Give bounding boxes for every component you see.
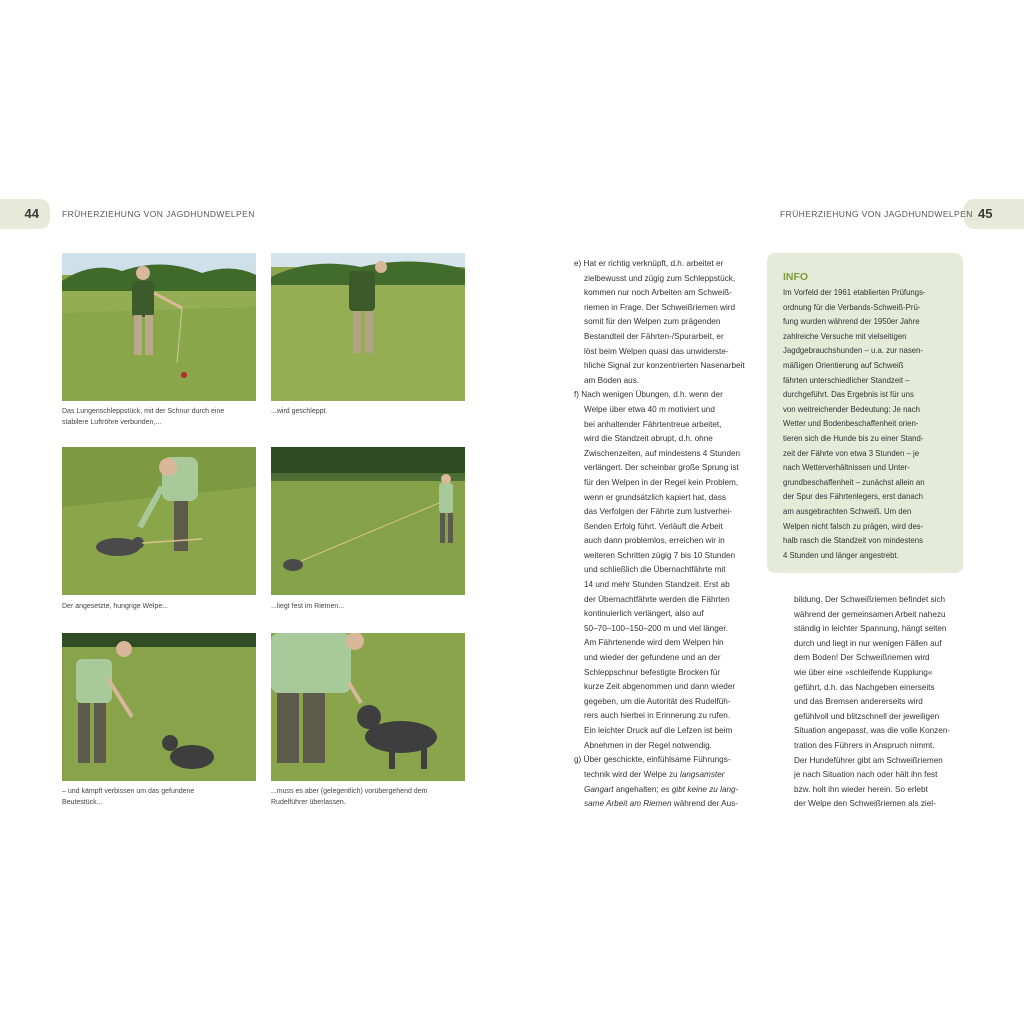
text-line: Abnehmen in der Regel notwendig. [584,740,712,750]
text-line: mäßigen Orientierung auf Schweiß [783,360,904,370]
text-line: verlängert. Der scheinbar große Sprung ist [584,463,739,473]
text-line: der Welpe den Schweißriemen als ziel- [794,799,936,809]
text-line: der Spur des Fährtenlegers, erst danach [783,492,923,502]
text-line: zahlreiche Versuche mit vielseitigen [783,331,907,341]
text-line: durchgeführt. Das Ergebnis ist für uns [783,390,914,400]
text-line: weiteren Schritten zügig 7 bis 10 Stunden [584,550,736,560]
text-line: f) Nach wenigen Übungen, d.h. wenn der [574,390,723,400]
text-line: am Boden aus. [584,375,640,385]
text-line: somit für den Welpen zum prägenden [584,317,721,327]
caption-line: Beutestück... [62,798,103,806]
info-box [767,253,963,573]
text-line: während der gemeinsamen Arbeit nahezu [794,609,946,619]
text-line: fährten unterschiedlicher Standzeit – [783,375,910,385]
text-line: 4 Stunden und länger angestrebt. [783,550,899,560]
caption-line: ...liegt fest im Riemen... [271,603,345,610]
text-line: Zwischenzeiten, auf mindestens 4 Stunden [584,448,741,458]
text-line: der Übernachtfährte werden die Fährten [584,594,730,604]
text-line: Welpe über etwa 40 m motiviert und [584,404,715,414]
text-line: tieren sich die Hunde bis zu einer Stand- [783,433,924,443]
text-line: wie über eine »schleifende Kupplung« [794,667,933,677]
text-run-italic: Gangart [584,784,614,794]
info-text [783,286,926,563]
caption-5 [62,787,258,808]
caption-line: Das Lungenschleppstück, mit der Schnur durch eine [62,408,225,415]
text-line: wird die Standzeit abrupt, d.h. ohne [584,434,713,444]
text-line: 14 und mehr Stunden Standzeit. Erst ab [584,580,730,590]
text-line: Schleppschnur befestigte Brocken für [584,667,721,677]
text-line: gegeben, um die Autorität des Rudelfüh- [584,696,731,706]
text-line: und das Bremsen andererseits wird [794,697,923,707]
text-line: nach Wetterverhältnissen und Unter- [783,463,910,473]
running-head-right: FRÜHERZIEHUNG VON JAGDHUNDWELPEN [780,209,973,219]
caption-1 [62,407,258,428]
text-line: e) Hat er richtig verknüpft, d.h. arbeitet er [574,259,724,268]
text-line: hliche Signal zur konzentrierten Nasenarbeit [584,361,745,371]
caption-4 [271,602,467,613]
text-run-italic: langsamster [679,770,725,779]
caption-6 [271,787,467,808]
text-line: am ausgebrachten Schweiß. Um den [783,506,912,516]
text-line: ordnung für die Verbands-Schweiß-Prü- [783,302,921,312]
text-line: tration des Führers in Anspruch nimmt. [794,740,935,750]
text-line: und schließlich die Übernachtfährte mit [584,565,726,575]
caption-line: stabilere Luftröhre verbunden,... [62,418,162,426]
caption-line: Rudelführer überlassen. [271,798,346,806]
text-run: technik wird der Welpe zu [584,770,680,779]
text-line: von weitreichender Bedeutung: Je nach [783,404,920,414]
text-line: rers auch hierbei in Erinnerung zu rufen. [584,711,731,721]
body-column-2 [794,593,974,812]
photo-puppy-fights-for-prey [62,633,256,781]
text-run-italic: same Arbeit am Riemen [584,799,672,809]
caption-line: Der angesetzte, hungrige Welpe... [62,603,169,610]
text-line: geführt, d.h. das Nachgeben einerseits [794,682,935,692]
text-line: bildung. Der Schweißriemen befindet sich [794,595,946,604]
text-line: das Verfolgen der Fährte zum lustverhei- [584,507,732,517]
text-line: grundbeschaffenheit – zunächst allein an [783,477,925,487]
text-line: kurze Zeit abgenommen und dann wieder [584,682,736,692]
running-head-left: FRÜHERZIEHUNG VON JAGDHUNDWELPEN [62,209,255,219]
text-line: Bestandteil der Fährten-/Spurarbeit, er [584,331,724,341]
text-line: durch und liegt in nur wenigen Fällen auf [794,638,942,648]
text-line: kommen nur noch Arbeiten am Schweiß- [584,288,732,298]
text-line: bzw. holt ihn wieder herein. So erlebt [794,784,928,794]
text-line: fung wurden während der 1950er Jahre [783,317,920,327]
text-run: während der Aus- [671,799,738,809]
page-number-left: 44 [24,206,39,221]
text-line: löst beim Welpen quasi das unwiderste- [584,346,729,356]
photo-hungry-puppy [62,447,256,595]
text-line: riemen in Frage. Der Schweißriemen wird [584,302,736,312]
text-line: bei anhaltender Fährtentreue arbeitet, [584,419,722,429]
text-line: wenn er grundsätzlich kapiert hat, dass [584,492,726,502]
caption-line: ...wird geschleppt. [271,408,328,415]
text-line: ßenden Erfolg führt. Verläuft die Arbeit [584,521,723,531]
body-column-1 [574,257,759,768]
text-line: Welpen nicht falsch zu prägen, wird des- [783,521,924,531]
info-title: INFO [783,271,809,283]
caption-line: – und kämpft verbissen um das gefundene [62,788,195,795]
text-line: Am Fährtenende wird dem Welpen hin [584,638,724,648]
photo-puppy-on-leash [271,447,465,595]
body-column-1-italic-tail [584,768,764,812]
text-run: angehalten; [613,784,661,794]
text-line: ständig in leichter Spannung, hängt selten [794,624,947,634]
photo-puppy-hands-over-prey [271,633,465,781]
text-line: Situation angepasst, was die volle Konzen- [794,726,951,736]
text-line: kontinuierlich verlängert, also auf [584,609,704,619]
text-line: auch dann problemlos, erreichen wir in [584,536,725,546]
text-line: zielbewusst und zügig zum Schleppstück, [584,273,736,283]
page-number-tab-left [0,199,50,229]
caption-3 [62,602,258,613]
text-line: dem Boden! Der Schweißriemen wird [794,653,930,663]
page-number-right: 45 [978,206,993,221]
text-line: Jagdgebrauchshunden – u.a. zur nasen- [783,346,924,356]
text-line: zeit der Fährte von etwa 3 Stunden – je [783,448,920,458]
text-line: g) Über geschickte, einfühlsame Führungs- [574,755,731,765]
text-line: Im Vorfeld der 1961 etablierten Prüfungs- [783,288,926,297]
text-line: Ein leichter Druck auf die Lefzen ist beim [584,726,733,735]
caption-line: ...muss es aber (gelegentlich) vorübergehend dem [271,788,428,795]
text-line: 50–70–100–150–200 m und viel länger. [584,623,728,633]
text-line: Wetter und Bodenbeschaffenheit orien- [783,419,919,429]
text-line: Der Hundeführer gibt am Schweißriemen [794,755,943,765]
text-run-italic: es gibt keine zu lang- [660,784,739,794]
text-line: gefühlvoll und blitzschnell der jeweiligen [794,711,940,721]
page-number-tab-right [964,199,1024,229]
text-line: halb rasch die Standzeit von mindestens [783,536,923,546]
text-line: für den Welpen in der Regel kein Problem, [584,477,739,487]
caption-2 [271,407,467,418]
photo-man-dragging [271,253,465,401]
photo-man-with-drag-line [62,253,256,401]
text-line: und wieder der gefundene und an der [584,653,721,663]
text-line: je nach Situation nach oder hält ihn fest [794,770,938,780]
